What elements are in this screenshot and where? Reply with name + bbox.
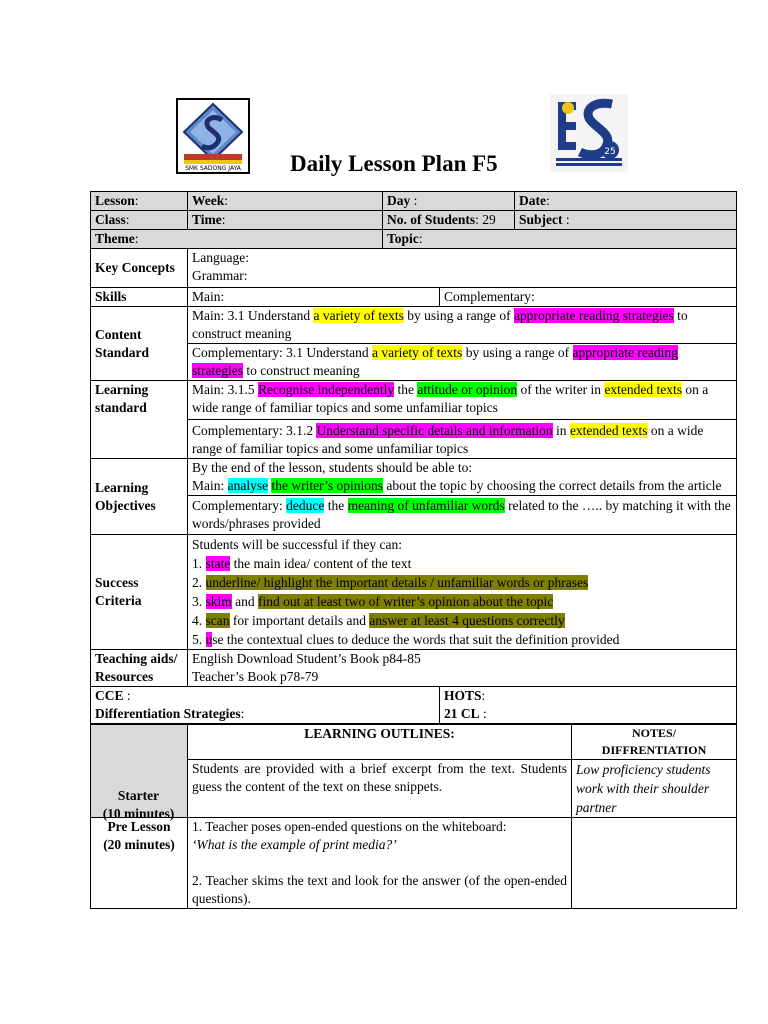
topic-cell: Topic: — [383, 230, 737, 249]
starter-row — [91, 760, 737, 818]
notes-header: NOTES/ DIFFRENTIATION — [572, 724, 737, 760]
skills-main: Main: — [188, 288, 440, 307]
skills-complementary: Complementary: — [440, 288, 737, 307]
criterion-3: 3. skim and find out at least two of writer’s opinion about the topic — [192, 594, 554, 609]
criterion-5: 5. use the contextual clues to deduce the words that suit the definition provided — [192, 632, 620, 647]
criterion-2: 2. underline/ highlight the important details / unfamiliar words or phrases — [192, 575, 589, 590]
info-row-3 — [91, 230, 737, 249]
grammar-line: Grammar: — [192, 268, 248, 283]
learning-standard-comp-row — [91, 420, 737, 459]
pre-lesson-text: 1. Teacher poses open-ended questions on the whiteboard: ‘What is the example of print media?’ 2. Teacher skims the text and look for the answer (of the open-ended questions). — [188, 818, 572, 909]
learning-objectives-main-row — [91, 459, 737, 496]
teaching-aids-row — [91, 650, 737, 687]
svg-text:25: 25 — [604, 147, 616, 157]
learning-standard-main: Main: 3.1.5 Recognise independently the attitude or opinion of the writer in extended texts on a wide range of familiar topics and some unfamiliar topics — [188, 381, 737, 420]
pre-lesson-row — [91, 818, 737, 909]
starter-label: Starter (10 minutes) — [102, 788, 175, 821]
content-standard-comp-row — [91, 344, 737, 381]
info-row-1 — [91, 192, 737, 211]
learning-objectives-complementary: Complementary: deduce the meaning of unfamiliar words related to the ….. by matching it with the words/phrases provided — [188, 496, 737, 535]
teaching-aids-content: English Download Student’s Book p84-85 Teacher’s Book p78-79 — [188, 650, 737, 687]
school-logo — [176, 98, 250, 174]
lesson-cell: Lesson: — [91, 192, 188, 211]
criterion-4: 4. scan for important details and answer at least 4 questions correctly — [192, 613, 565, 628]
theme-cell: Theme: — [91, 230, 383, 249]
learning-standard-label: Learning standard — [91, 381, 188, 459]
success-criteria-label: Success Criteria — [91, 535, 188, 650]
learning-standard-complementary: Complementary: 3.1.2 Understand specific details and information in extended texts on a wide range of familiar topics and some unfamiliar topics — [188, 420, 737, 459]
learning-objectives-label: Learning Objectives — [91, 459, 188, 535]
teaching-aids-label: Teaching aids/ Resources — [91, 650, 188, 687]
lesson-plan-table — [90, 191, 737, 909]
skills-row — [91, 288, 737, 307]
week-cell: Week: — [188, 192, 383, 211]
day-cell: Day : — [383, 192, 515, 211]
content-standard-label: Content Standard — [91, 307, 188, 381]
info-row-2 — [91, 211, 737, 230]
content-standard-complementary: Complementary: 3.1 Understand a variety of texts by using a range of appropriate reading strategies to construct meaning — [188, 344, 737, 381]
content-standard-main-row — [91, 307, 737, 344]
cce-cell: CCE : Differentiation Strategies: — [91, 687, 440, 725]
subject-cell: Subject : — [515, 211, 737, 230]
criterion-1: 1. state the main idea/ content of the text — [192, 556, 412, 571]
date-cell: Date: — [515, 192, 737, 211]
outlines-header: LEARNING OUTLINES: — [188, 724, 572, 760]
success-criteria-row — [91, 535, 737, 650]
pre-lesson-note — [572, 818, 737, 909]
language-line: Language: — [192, 250, 249, 265]
hots-cell: HOTS: 21 CL : — [440, 687, 737, 725]
key-concepts-content — [188, 249, 737, 288]
svg-text:SMK SADONG JAYA: SMK SADONG JAYA — [185, 165, 241, 172]
content-standard-main: Main: 3.1 Understand a variety of texts by using a range of appropriate reading strategies to construct meaning — [188, 307, 737, 344]
success-criteria-content: Students will be successful if they can: 1. state the main idea/ content of the text 2. underline/ highlight the important details / unfamiliar words or phrases 3. skim and find out at least two of writer’s opinion about the topic 4. scan for important details and answer at least 4 questions correctly 5. use the contextual clues to deduce the words that suit the definition provided — [188, 535, 737, 650]
ministry-logo — [550, 94, 628, 172]
key-concepts-label: Key Concepts — [91, 249, 188, 288]
pre-lesson-label: Pre Lesson (20 minutes) — [91, 818, 188, 909]
learning-objectives-comp-row — [91, 496, 737, 535]
students-cell: No. of Students: 29 — [383, 211, 515, 230]
page-title: Daily Lesson Plan F5 — [290, 151, 498, 176]
starter-text: Students are provided with a brief excerpt from the text. Students guess the content of the text on these snippets. — [188, 760, 572, 818]
learning-objectives-main: By the end of the lesson, students should be able to: Main: analyse the writer’s opinions about the topic by choosing the correct details from the article — [188, 459, 737, 496]
skills-label: Skills — [91, 288, 188, 307]
learning-standard-main-row — [91, 381, 737, 420]
class-cell: Class: — [91, 211, 188, 230]
key-concepts-row — [91, 249, 737, 288]
cce-row — [91, 687, 737, 725]
outlines-header-row — [91, 724, 737, 760]
starter-note: Low proficiency students work with their shoulder partner — [572, 760, 737, 818]
time-cell: Time: — [188, 211, 383, 230]
